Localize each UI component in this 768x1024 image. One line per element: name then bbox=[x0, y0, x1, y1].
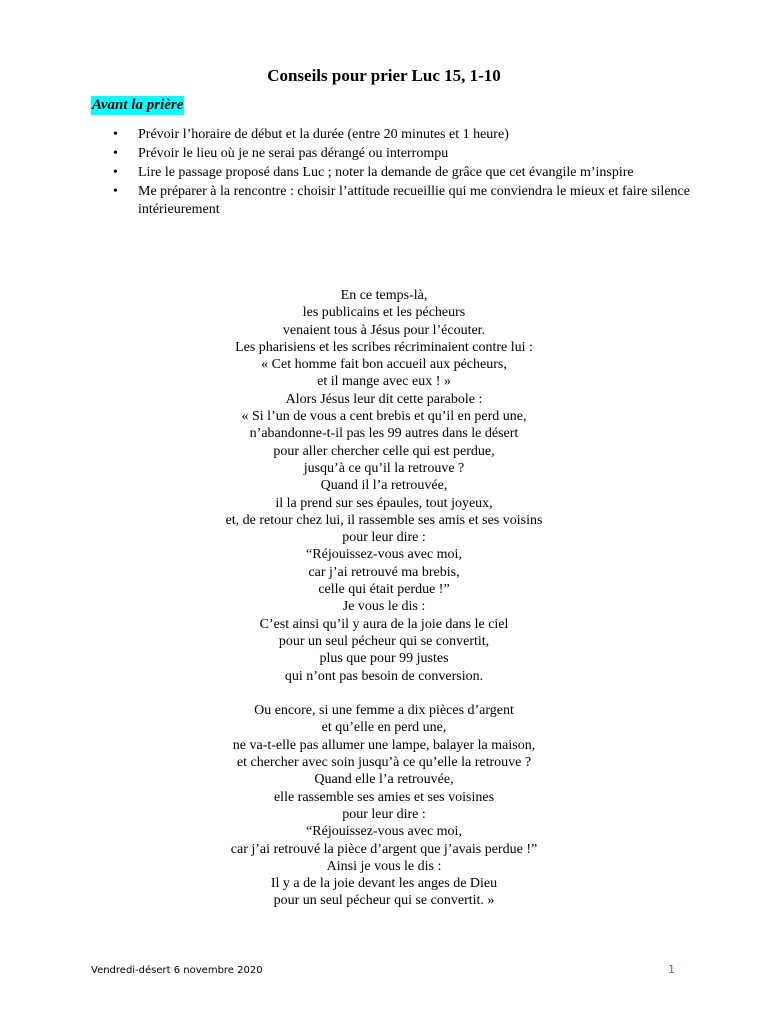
gospel-line: et, de retour chez lui, il rassemble ses amis et ses voisins bbox=[225, 512, 543, 528]
bullet-icon: • bbox=[113, 146, 118, 161]
gospel-line: pour leur dire : bbox=[342, 806, 426, 822]
gospel-line: pour un seul pécheur qui se convertit. » bbox=[273, 893, 495, 909]
list-item-text: Me préparer à la rencontre : choisir l’attitude recueillie qui me conviendra le mieux et faire silence intérieurement bbox=[138, 184, 690, 217]
gospel-line: pour un seul pécheur qui se convertit, bbox=[278, 633, 490, 649]
gospel-line: et qu’elle en perd une, bbox=[321, 720, 447, 736]
gospel-line: n’abandonne-t-il pas les 99 autres dans le désert bbox=[249, 426, 519, 442]
gospel-text bbox=[0, 287, 768, 910]
list-item-text: Prévoir le lieu où je ne serai pas dérangé ou interrompu bbox=[138, 146, 449, 161]
gospel-line: jusqu’à ce qu’il la retrouve ? bbox=[303, 460, 465, 476]
bullet-icon: • bbox=[113, 127, 118, 142]
gospel-line: Quand elle l’a retrouvée, bbox=[314, 772, 454, 788]
section-heading: Avant la prière bbox=[92, 97, 184, 113]
gospel-line: ne va-t-elle pas allumer une lampe, balayer la maison, bbox=[232, 737, 536, 753]
gospel-line: En ce temps-là, bbox=[340, 288, 428, 303]
list-item-text: Prévoir l’horaire de début et la durée (entre 20 minutes et 1 heure) bbox=[138, 127, 509, 142]
gospel-paragraph-1 bbox=[0, 287, 768, 685]
gospel-line: « Cet homme fait bon accueil aux pécheurs, bbox=[261, 357, 507, 373]
footer-date: Vendredi-désert 6 novembre 2020 bbox=[91, 965, 263, 976]
gospel-line: les publicains et les pécheurs bbox=[302, 305, 466, 321]
list-item bbox=[110, 145, 690, 163]
gospel-line: il la prend sur ses épaules, tout joyeux, bbox=[275, 495, 493, 511]
gospel-line: et chercher avec soin jusqu’à ce qu’elle la retrouve ? bbox=[236, 755, 532, 771]
gospel-line: car j’ai retrouvé ma brebis, bbox=[308, 564, 460, 580]
gospel-line: Ainsi je vous le dis : bbox=[326, 858, 442, 874]
gospel-line: et il mange avec eux ! » bbox=[317, 374, 451, 390]
gospel-line: elle rassemble ses amies et ses voisines bbox=[273, 789, 495, 805]
gospel-line: “Réjouissez-vous avec moi, bbox=[306, 547, 462, 563]
paragraph-gap bbox=[0, 685, 768, 702]
gospel-line: Il y a de la joie devant les anges de Dieu bbox=[270, 876, 498, 892]
gospel-line: qui n’ont pas besoin de conversion. bbox=[284, 668, 484, 684]
gospel-line: « Si l’un de vous a cent brebis et qu’il en perd une, bbox=[241, 409, 527, 425]
bullet-icon: • bbox=[113, 184, 118, 199]
gospel-line: Alors Jésus leur dit cette parabole : bbox=[285, 391, 483, 407]
gospel-line: pour aller chercher celle qui est perdue, bbox=[273, 443, 495, 459]
gospel-line: car j’ai retrouvé la pièce d’argent que j’avais perdue !” bbox=[230, 841, 538, 857]
list-item bbox=[110, 183, 690, 219]
gospel-line: “Réjouissez-vous avec moi, bbox=[306, 824, 462, 840]
gospel-line: pour leur dire : bbox=[342, 530, 426, 546]
gospel-line: C’est ainsi qu’il y aura de la joie dans le ciel bbox=[259, 616, 509, 632]
list-item-text: Lire le passage proposé dans Luc ; noter la demande de grâce que cet évangile m’inspire bbox=[138, 165, 634, 180]
gospel-line: venaient tous à Jésus pour l’écouter. bbox=[282, 322, 486, 338]
page-number: 1 bbox=[668, 963, 675, 976]
list-item bbox=[110, 164, 690, 182]
preparation-list bbox=[110, 126, 690, 220]
gospel-line: plus que pour 99 justes bbox=[319, 651, 449, 667]
gospel-paragraph-2 bbox=[0, 702, 768, 910]
gospel-line: Je vous le dis : bbox=[342, 599, 426, 615]
gospel-line: Quand il l’a retrouvée, bbox=[320, 478, 448, 494]
gospel-line: celle qui était perdue !” bbox=[318, 582, 450, 598]
gospel-line: Ou encore, si une femme a dix pièces d’argent bbox=[254, 703, 514, 719]
bullet-icon: • bbox=[113, 165, 118, 180]
gospel-line: Les pharisiens et les scribes récriminaient contre lui : bbox=[235, 339, 533, 355]
list-item bbox=[110, 126, 690, 144]
page-title: Conseils pour prier Luc 15, 1-10 bbox=[267, 66, 501, 85]
